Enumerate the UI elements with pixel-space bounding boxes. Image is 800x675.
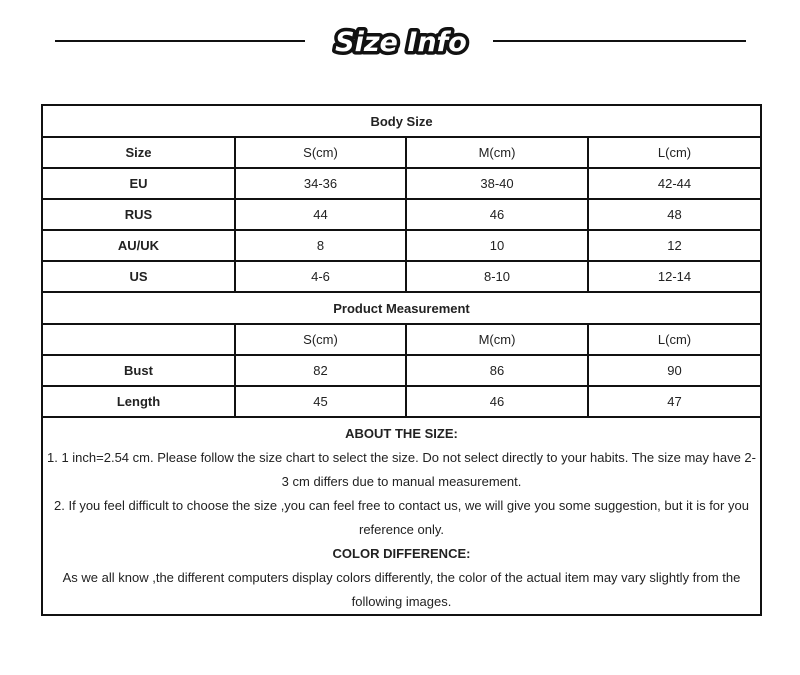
color-difference-note: As we all know ,the different computers display colors differently, the color of the actual item may vary slightly from the following images. xyxy=(62,570,741,609)
column-header-l: L(cm) xyxy=(588,324,761,355)
size-chart-table xyxy=(41,104,762,616)
row-label-au-uk: AU/UK xyxy=(42,230,235,261)
body-size-header-row xyxy=(42,137,761,168)
table-cell: 42-44 xyxy=(588,168,761,199)
table-row xyxy=(42,261,761,292)
table-cell: 12-14 xyxy=(588,261,761,292)
body-size-title: Body Size xyxy=(42,105,761,137)
table-cell: 86 xyxy=(406,355,588,386)
column-header-empty xyxy=(42,324,235,355)
column-header-m: M(cm) xyxy=(406,324,588,355)
product-header-row xyxy=(42,324,761,355)
table-row xyxy=(42,355,761,386)
column-header-m: M(cm) xyxy=(406,137,588,168)
about-size-note-1: 1. 1 inch=2.54 cm. Please follow the size chart to select the size. Do not select directly to your habits. The size may have 2-3 cm differs due to manual measurement. xyxy=(47,450,756,489)
table-cell: 4-6 xyxy=(235,261,406,292)
table-cell: 10 xyxy=(406,230,588,261)
header-divider-left xyxy=(55,40,305,42)
size-info-logo xyxy=(330,20,472,64)
table-row xyxy=(42,199,761,230)
column-header-l: L(cm) xyxy=(588,137,761,168)
row-label-eu: EU xyxy=(42,168,235,199)
table-cell: 8-10 xyxy=(406,261,588,292)
table-row xyxy=(42,168,761,199)
logo-text: Size Info xyxy=(335,27,467,58)
column-header-s: S(cm) xyxy=(235,137,406,168)
column-header-s: S(cm) xyxy=(235,324,406,355)
table-cell: 45 xyxy=(235,386,406,417)
about-size-heading: ABOUT THE SIZE: xyxy=(345,426,458,441)
table-cell: 34-36 xyxy=(235,168,406,199)
table-row xyxy=(42,386,761,417)
table-cell: 48 xyxy=(588,199,761,230)
table-cell: 46 xyxy=(406,199,588,230)
table-row xyxy=(42,230,761,261)
table-cell: 46 xyxy=(406,386,588,417)
table-cell: 44 xyxy=(235,199,406,230)
row-label-length: Length xyxy=(42,386,235,417)
table-cell: 90 xyxy=(588,355,761,386)
table-cell: 12 xyxy=(588,230,761,261)
color-difference-heading: COLOR DIFFERENCE: xyxy=(332,546,471,561)
table-cell: 47 xyxy=(588,386,761,417)
product-measurement-title: Product Measurement xyxy=(42,292,761,324)
row-label-rus: RUS xyxy=(42,199,235,230)
column-header-size: Size xyxy=(42,137,235,168)
table-cell: 8 xyxy=(235,230,406,261)
table-cell: 38-40 xyxy=(406,168,588,199)
size-notes xyxy=(42,417,761,615)
table-cell: 82 xyxy=(235,355,406,386)
row-label-us: US xyxy=(42,261,235,292)
about-size-note-2: 2. If you feel difficult to choose the size ,you can feel free to contact us, we will give you some suggestion, but it is for you reference only. xyxy=(54,498,749,537)
row-label-bust: Bust xyxy=(42,355,235,386)
header-divider-right xyxy=(493,40,746,42)
